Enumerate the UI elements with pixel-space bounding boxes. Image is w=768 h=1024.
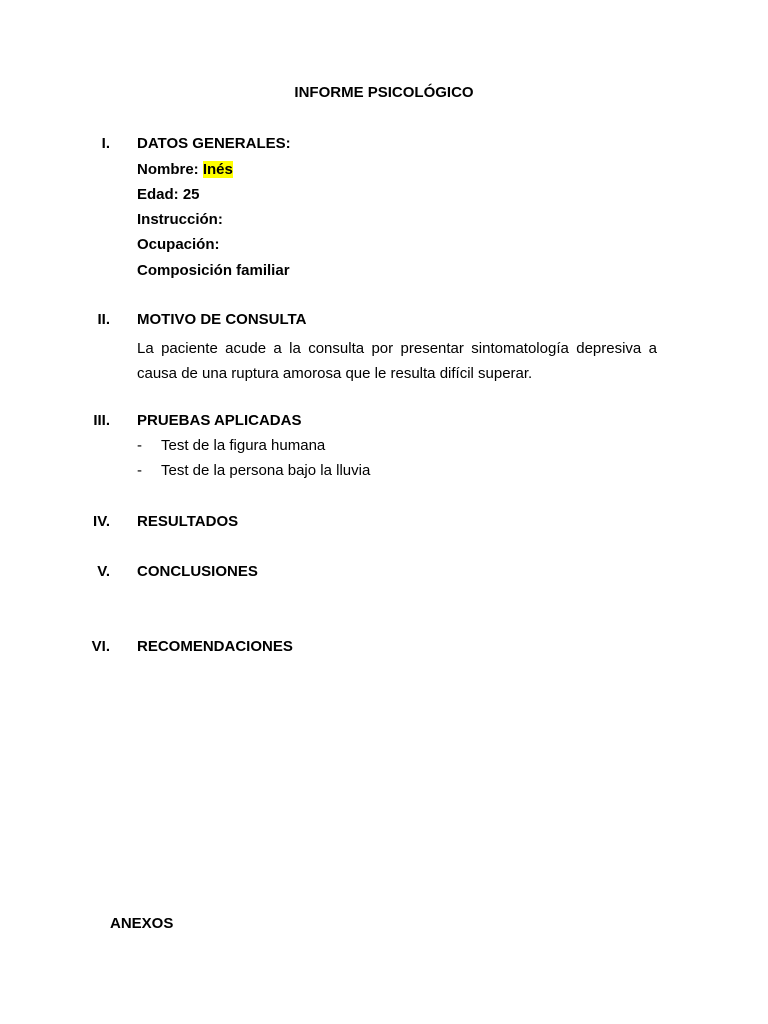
section-3-numeral: III. <box>93 412 110 429</box>
list-item <box>137 437 142 454</box>
section-2-numeral: II. <box>97 311 110 328</box>
section-5-heading: CONCLUSIONES <box>137 563 258 580</box>
nombre-label: Nombre: <box>137 161 199 178</box>
nombre-value: Inés <box>202 161 233 178</box>
instruccion-line: Instrucción: <box>137 211 223 228</box>
list-item-text: Test de la figura humana <box>161 437 326 454</box>
section-1-heading: DATOS GENERALES: <box>137 135 291 152</box>
ocupacion-line: Ocupación: <box>137 236 220 253</box>
list-item <box>137 462 142 479</box>
section-4-numeral: IV. <box>93 513 110 530</box>
composicion-line: Composición familiar <box>137 262 290 279</box>
motivo-paragraph: La paciente acude a la consulta por presentar sintomatología depresiva a causa de una ruptura amorosa que le resulta difícil superar. <box>137 340 657 382</box>
section-6-heading: RECOMENDACIONES <box>137 638 293 655</box>
section-6-numeral: VI. <box>91 638 110 655</box>
anexos-heading: ANEXOS <box>110 915 174 932</box>
edad-line: Edad: 25 <box>137 186 200 203</box>
section-1-numeral: I. <box>101 135 110 152</box>
section-3-heading: PRUEBAS APLICADAS <box>137 412 302 429</box>
list-item-text: Test de la persona bajo la lluvia <box>161 462 371 479</box>
document-title: INFORME PSICOLÓGICO <box>294 84 474 101</box>
section-4-heading: RESULTADOS <box>137 513 239 530</box>
nombre-line <box>137 161 233 178</box>
section-5-numeral: V. <box>97 563 110 580</box>
bullet-dash: - <box>137 437 142 454</box>
section-2-heading: MOTIVO DE CONSULTA <box>137 311 307 328</box>
bullet-dash: - <box>137 462 142 479</box>
